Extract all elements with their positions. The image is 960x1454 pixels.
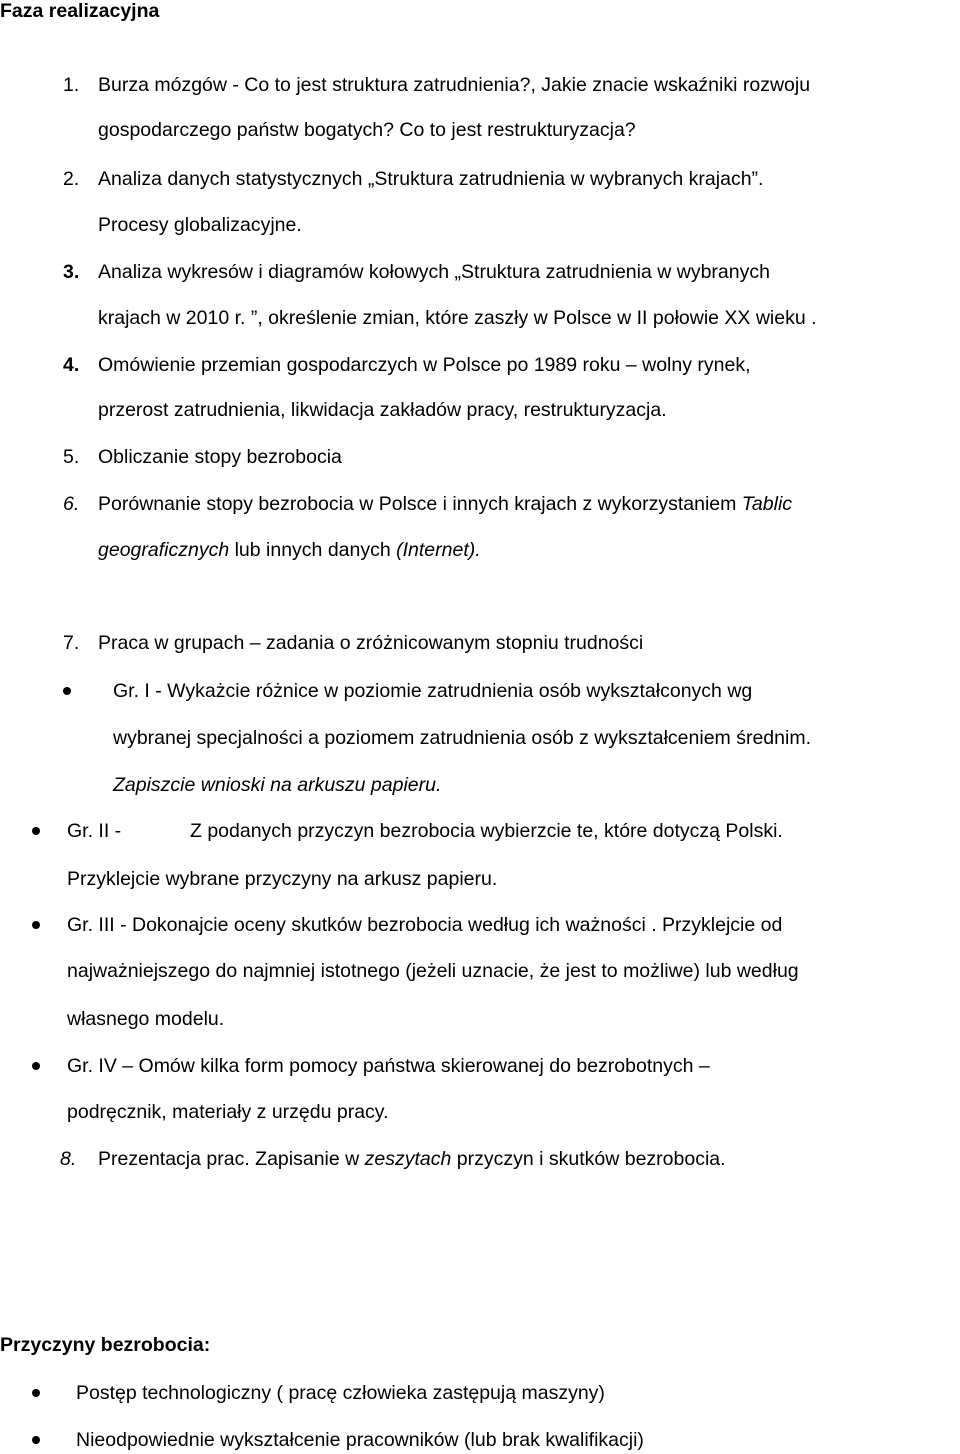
group-4-line-1: Gr. IV – Omów kilka form pomocy państwa skierowanej do bezrobotnych – (67, 1055, 710, 1077)
item-7-line-1: Praca w grupach – zadania o zróżnicowanym stopniu trudności (98, 632, 644, 654)
item-number-8: 8. (60, 1148, 77, 1170)
item-4-line-1: Omówienie przemian gospodarczych w Polsce po 1989 roku – wolny rynek, (98, 354, 751, 376)
item-6-line-2-italic-a: geograficznych (98, 539, 230, 561)
group-3-line-2: najważniejszego do najmniej istotnego (jeżeli uznacie, że jest to możliwe) lub według (67, 960, 799, 982)
item-3-line-2: krajach w 2010 r. ”, określenie zmian, które zaszły w Polsce w II połowie XX wieku . (98, 307, 817, 329)
group-2-label: Gr. II - (67, 820, 122, 842)
group-1-line-2: wybranej specjalności a poziomem zatrudnienia osób z wykształceniem średnim. (113, 727, 811, 749)
cause-item-1: Postęp technologiczny ( pracę człowieka zastępują maszyny) (76, 1382, 605, 1404)
item-1-line-1: Burza mózgów - Co to jest struktura zatrudnienia?, Jakie znacie wskaźniki rozwoju (98, 74, 811, 96)
group-4-line-2: podręcznik, materiały z urzędu pracy. (67, 1101, 389, 1123)
item-number-4: 4. (63, 354, 80, 376)
item-number-1: 1. (63, 74, 80, 96)
item-1-line-2: gospodarczego państw bogatych? Co to jest restrukturyzacja? (98, 119, 636, 141)
group-2-line-1: Z podanych przyczyn bezrobocia wybierzcie te, które dotyczą Polski. (190, 820, 783, 842)
item-6-line-1-text: Porównanie stopy bezrobocia w Polsce i innych krajach z wykorzystaniem (98, 493, 737, 515)
group-3-line-1: Gr. III - Dokonajcie oceny skutków bezrobocia według ich ważności . Przyklejcie od (67, 914, 783, 936)
bullet-icon (32, 1436, 40, 1444)
item-2-line-2: Procesy globalizacyjne. (98, 214, 302, 236)
bullet-icon (63, 687, 71, 695)
group-2-line-2: Przyklejcie wybrane przyczyny na arkusz papieru. (67, 868, 498, 890)
item-8-italic: zeszytach (364, 1148, 452, 1170)
item-4-line-2: przerost zatrudnienia, likwidacja zakładów pracy, restrukturyzacja. (98, 399, 667, 421)
item-6-line-1 (98, 495, 792, 515)
bullet-icon (32, 1062, 40, 1070)
cause-item-2: Nieodpowiednie wykształcenie pracowników (lub brak kwalifikacji) (76, 1429, 644, 1451)
item-6-line-2-text: lub innych danych (234, 539, 391, 561)
bullet-icon (32, 921, 40, 929)
item-8-text-a: Prezentacja prac. Zapisanie w (98, 1148, 360, 1170)
page-title: Faza realizacyjna (0, 0, 160, 22)
item-3-line-1: Analiza wykresów i diagramów kołowych „Struktura zatrudnienia w wybranych (98, 261, 770, 283)
item-6-line-2 (98, 541, 481, 561)
item-6-line-2-italic-b: (Internet). (396, 539, 481, 561)
item-number-7: 7. (63, 632, 80, 654)
bullet-icon (32, 1389, 40, 1397)
item-number-6: 6. (63, 493, 80, 515)
item-2-line-1: Analiza danych statystycznych „Struktura zatrudnienia w wybranych krajach”. (98, 168, 764, 190)
item-number-2: 2. (63, 168, 80, 190)
item-number-5: 5. (63, 446, 80, 468)
causes-heading: Przyczyny bezrobocia: (0, 1334, 211, 1356)
item-number-3: 3. (63, 261, 80, 283)
item-8-text-b: przyczyn i skutków bezrobocia. (456, 1148, 726, 1170)
group-3-line-3: własnego modelu. (67, 1008, 225, 1030)
item-6-line-1-italic: Tablic (741, 493, 793, 515)
item-5-line-1: Obliczanie stopy bezrobocia (98, 446, 342, 468)
group-1-line-3: Zapiszcie wnioski na arkuszu papieru. (113, 774, 442, 796)
item-8-line-1 (98, 1150, 726, 1170)
group-1-line-1: Gr. I - Wykażcie różnice w poziomie zatrudnienia osób wykształconych wg (113, 680, 753, 702)
bullet-icon (32, 827, 40, 835)
